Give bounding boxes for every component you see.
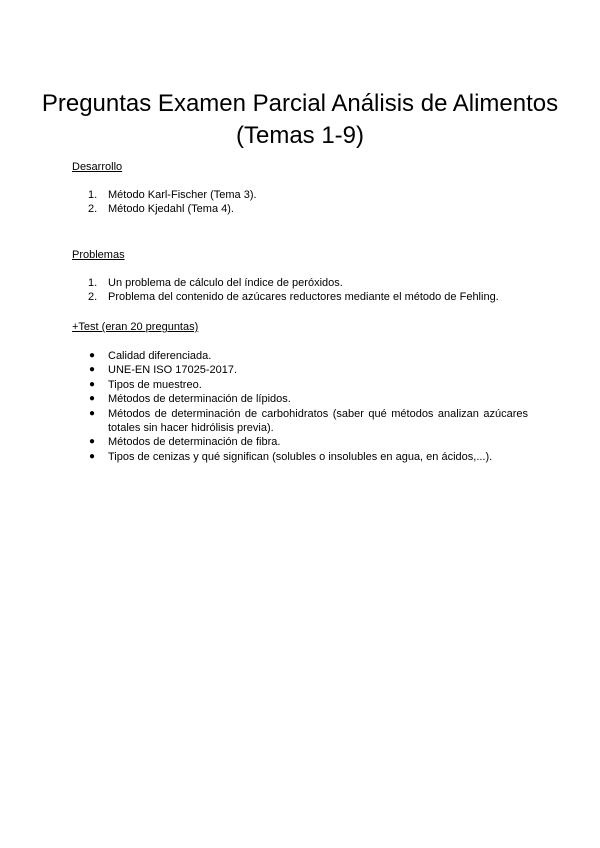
list-item-text: Un problema de cálculo del índice de peróxidos.	[108, 277, 343, 289]
list-item	[72, 407, 528, 436]
list-number: 2.	[88, 203, 98, 216]
list-item	[72, 188, 257, 202]
list-number: 1.	[88, 189, 98, 201]
list-item	[72, 276, 499, 290]
bullet-icon: ●	[89, 378, 96, 390]
list-item-text: Métodos de determinación de carbohidratos (saber qué métodos analizan azúcares totales sin hacer hidrólisis previa).	[108, 407, 528, 435]
list-item	[72, 290, 499, 304]
list-item	[72, 378, 528, 392]
list-item	[72, 450, 528, 464]
list-number: 1.	[88, 277, 98, 289]
list-item	[72, 392, 528, 406]
bullet-icon: ●	[89, 350, 96, 361]
list-item-text: Métodos de determinación de lípidos.	[108, 393, 291, 406]
list-item	[72, 363, 528, 377]
section-heading-problemas: Problemas	[72, 249, 125, 261]
bullet-icon: ●	[89, 407, 96, 419]
section-heading-desarrollo: Desarrollo	[72, 161, 123, 173]
list-item-text: Método Karl-Fischer (Tema 3).	[108, 189, 257, 201]
list-item-text: Métodos de determinación de fibra.	[108, 436, 281, 449]
bullet-icon: ●	[89, 393, 96, 405]
bullet-icon: ●	[89, 450, 96, 462]
list-item	[72, 349, 528, 363]
test-list	[72, 349, 528, 464]
list-item-text: Problema del contenido de azúcares reductores mediante el método de Fehling.	[108, 291, 499, 304]
list-item	[72, 202, 257, 216]
list-item-text: Tipos de muestreo.	[108, 378, 202, 391]
list-number: 2.	[88, 291, 98, 304]
desarrollo-list	[72, 188, 257, 217]
bullet-icon: ●	[89, 436, 96, 448]
section-heading-test: +Test (eran 20 preguntas)	[72, 321, 199, 333]
list-item	[72, 435, 528, 449]
list-item-text: Tipos de cenizas y qué significan (solubles o insolubles en agua, en ácidos,...).	[108, 450, 493, 463]
problemas-list	[72, 276, 499, 305]
list-item-text: Calidad diferenciada.	[108, 350, 212, 362]
list-item-text: Método Kjedahl (Tema 4).	[108, 203, 234, 216]
list-item-text: UNE-EN ISO 17025-2017.	[108, 364, 238, 377]
page-title: Preguntas Examen Parcial Análisis de Alimentos (Temas 1-9)	[41, 90, 559, 150]
bullet-icon: ●	[89, 364, 96, 376]
